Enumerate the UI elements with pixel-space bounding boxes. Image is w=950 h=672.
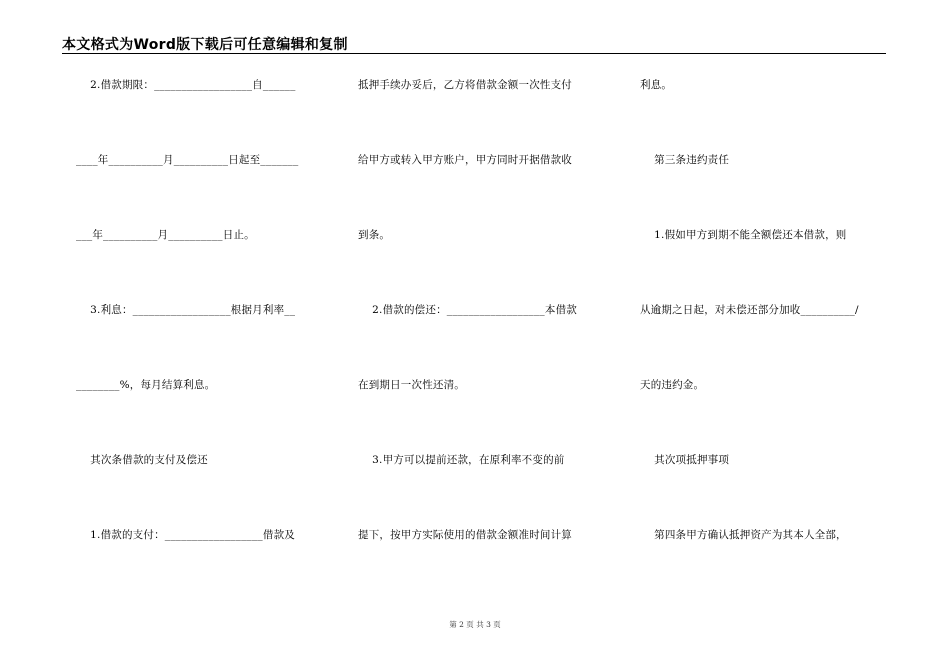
text-line: 到条。 [358,229,391,241]
text-line: 1.假如甲方到期不能全额偿还本借款，则 [640,229,847,241]
text-line: 3.利息：__________________根据月利率__ [76,304,296,316]
text-line: 第三条违约责任 [640,154,730,166]
page-number: 第 2 页 共 3 页 [449,620,501,629]
text-line: 3.甲方可以提前还款，在原利率不变的前 [358,454,565,466]
text-line: 从逾期之日起，对未偿还部分加收__________/ [640,304,859,316]
text-line: 第四条甲方确认抵押资产为其本人全部， [640,529,847,541]
text-line: 其次项抵押事项 [640,454,730,466]
header-divider [62,53,886,54]
text-column-1 [76,70,328,595]
text-line: 1.借款的支付：__________________借款及 [76,529,295,541]
text-line: ___年__________月__________日止。 [76,229,255,241]
text-line: 2.借款期限：__________________自______ [76,79,296,91]
text-line: 其次条借款的支付及偿还 [76,454,208,466]
text-line: 抵押手续办妥后，乙方将借款金额一次性支付 [358,79,572,91]
text-column-3 [640,70,892,595]
text-line: ________%，每月结算利息。 [76,379,216,391]
text-line: 提下，按甲方实际使用的借款金额准时间计算 [358,529,572,541]
text-line: ____年__________月__________日起至_______ [76,154,299,166]
text-line: 天的违约金。 [640,379,705,391]
text-line: 在到期日一次性还清。 [358,379,465,391]
text-column-2 [358,70,610,595]
document-header-title: 本文格式为Word版下载后可任意编辑和复制 [62,37,348,53]
text-line: 给甲方或转入甲方账户，甲方同时开据借款收 [358,154,572,166]
text-line: 2.借款的偿还：__________________本借款 [358,304,577,316]
text-line: 利息。 [640,79,673,91]
